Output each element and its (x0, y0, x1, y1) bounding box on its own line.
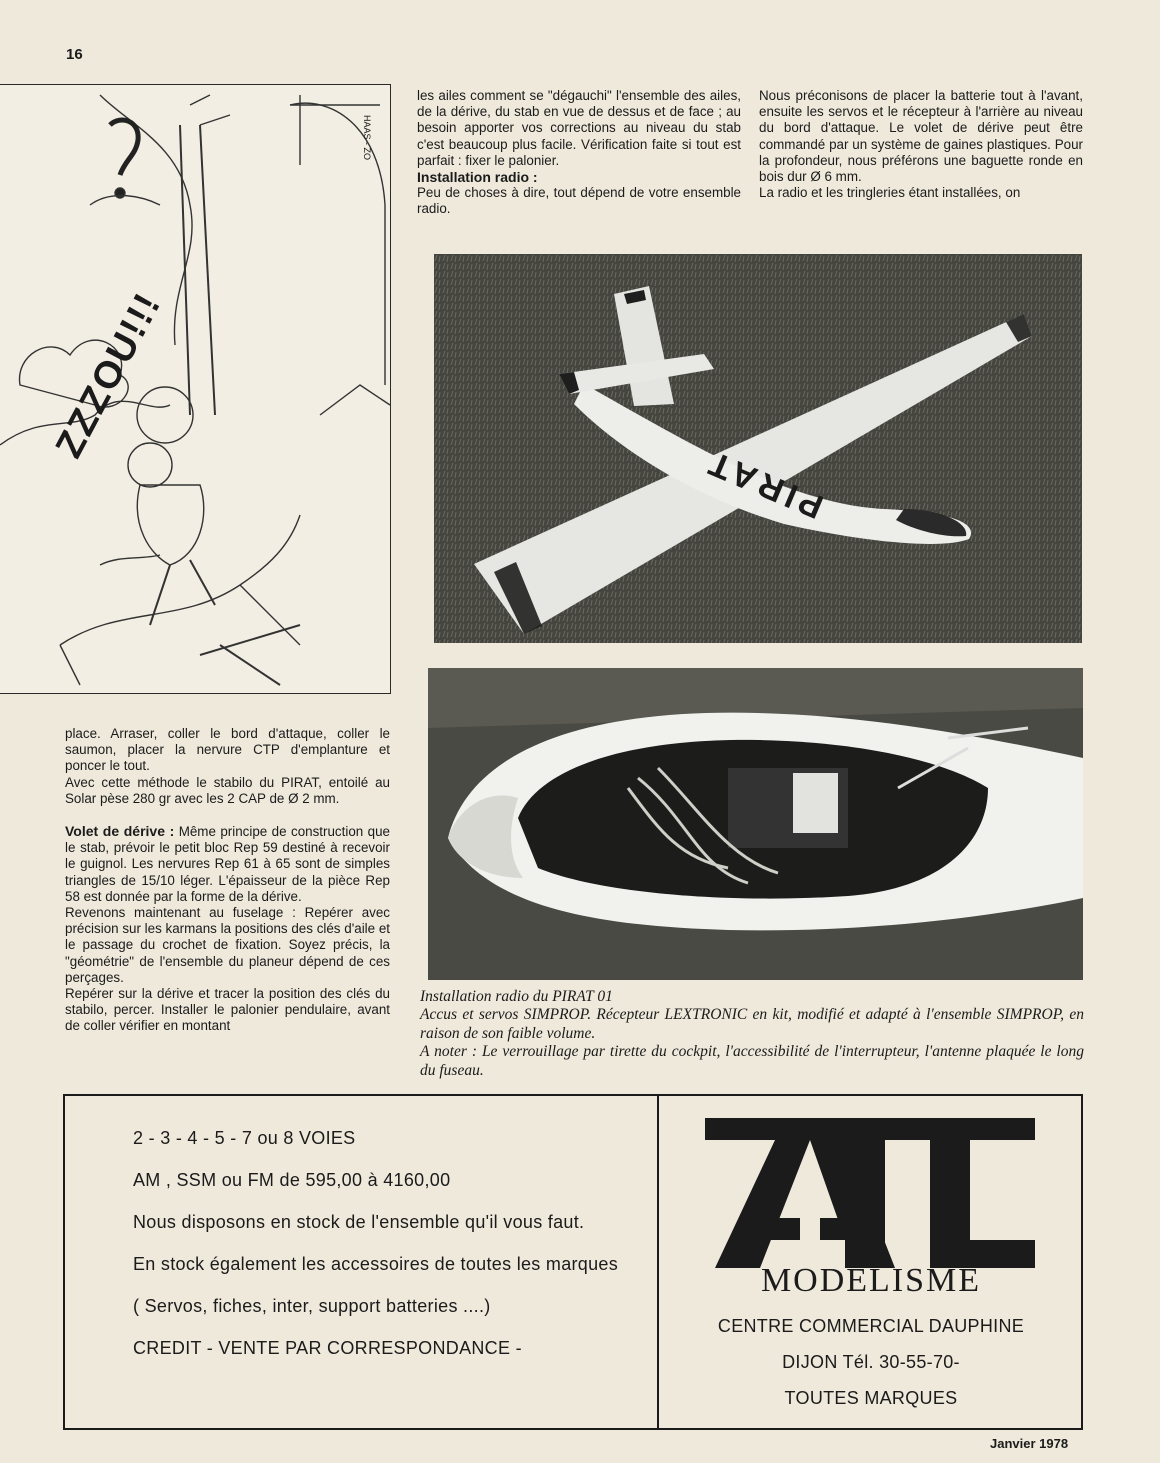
left-paragraph-4: Revenons maintenant au fuselage : Repérer avec précision sur les karmans la positions des clés d'aile et le passage du crochet de fixation. Soyez précis, la "géométrie" de l'ensemble du planeur dépend de ces perçages. (65, 905, 390, 985)
ad-line-voies: 2 - 3 - 4 - 5 - 7 ou 8 VOIES (133, 1128, 356, 1148)
caption-line-2: Accus et servos SIMPROP. Récepteur LEXTRONIC en kit, modifié et adapté à l'ensemble SIMPROP, en raison de son faible volume. (420, 1006, 1084, 1042)
mid-paragraph-1: les ailes comment se "dégauchi" l'ensemble des ailes, de la dérive, du stab en vue de dessus et de face ; au besoin apporter vos corrections au niveau du stab c'est beaucoup plus facile. Vérification faite si tout est parfait : fixer le palonier. (417, 88, 741, 168)
glider-photo (434, 254, 1082, 643)
ad-line-credit: CREDIT - VENTE PAR CORRESPONDANCE - (133, 1338, 522, 1358)
right-column-text (759, 88, 1083, 201)
volet-derive-heading: Volet de dérive : (65, 823, 175, 840)
left-paragraph-5: Repérer sur la dérive et tracer la position des clés du stabilo, percer. Installer le palonier pendulaire, avant de coller vérifier en montant (65, 986, 390, 1034)
cartoon-illustration (0, 84, 391, 694)
caption-line-3: A noter : Le verrouillage par tirette du cockpit, l'accessibilité de l'interrupteur, l'antenne plaquée le long du fuseau. (420, 1043, 1084, 1079)
radio-installation-photo (428, 668, 1083, 980)
advertisement-box (63, 1094, 1083, 1430)
section-heading-installation-radio: Installation radio : (417, 169, 538, 186)
mid-column-text (417, 88, 741, 218)
atl-logo (705, 1118, 1035, 1268)
issue-date: Janvier 1978 (990, 1436, 1069, 1451)
ad-line-accessories: En stock également les accessoires de toutes les marques (133, 1254, 619, 1274)
ad-brand-name: MODELISME (760, 1262, 982, 1299)
page-number: 16 (66, 46, 83, 63)
photo-caption (420, 988, 1084, 1080)
ad-address-centre: CENTRE COMMERCIAL DAUPHINE (717, 1316, 1025, 1336)
ad-line-stock: Nous disposons en stock de l'ensemble qu'il vous faut. (133, 1212, 585, 1232)
volet-derive-body: Même principe de construction que le stab, prévoir le petit bloc Rep 59 destiné à recevoir le guignol. Les nervures Rep 61 à 65 sont de simples triangles de 15/10 léger. L'épaisseur de la pièce Rep 58 est donnée par la forme de la dérive. (65, 824, 390, 904)
caption-title: Installation radio du PIRAT 01 (420, 988, 613, 1005)
mid-paragraph-2: Peu de choses à dire, tout dépend de votre ensemble radio. (417, 185, 741, 217)
ad-address-city-phone: DIJON Tél. 30-55-70- (782, 1352, 960, 1372)
left-paragraph-2: Avec cette méthode le stabilo du PIRAT, entoilé au Solar pèse 280 gr avec les 2 CAP de Ø 2 mm. (65, 774, 390, 806)
ad-toutes-marques: TOUTES MARQUES (784, 1388, 958, 1408)
cartoon-credit: HAAS - ZO (362, 115, 372, 161)
cartoon-sound-effect: ZZZOU!!! (48, 285, 170, 465)
radio-installation-drawing (428, 668, 1083, 980)
left-paragraph-1: place. Arraser, coller le bord d'attaque, coller le saumon, placer la nervure CTP d'emplanture et poncer le tout. (65, 726, 390, 774)
ad-line-servos: ( Servos, fiches, inter, support batteries ....) (133, 1296, 491, 1316)
left-column-text (65, 726, 390, 1035)
cartoon-drawing (0, 85, 390, 693)
glider-fuselage-lettering: PIRAT (699, 442, 829, 526)
glider-photo-drawing (434, 254, 1082, 643)
right-paragraph-2: La radio et les tringleries étant installées, on (759, 185, 1021, 201)
ad-line-prices: AM , SSM ou FM de 595,00 à 4160,00 (133, 1170, 451, 1190)
right-paragraph-1: Nous préconisons de placer la batterie tout à l'avant, ensuite les servos et le récepteur à l'arrière au niveau du bord d'attaque. Le volet de dérive peut être commandé par un système de gaines plastiques. Pour la profondeur, nous préférons une baguette ronde en bois dur Ø 6 mm. (759, 88, 1083, 185)
left-paragraph-3 (65, 823, 390, 905)
